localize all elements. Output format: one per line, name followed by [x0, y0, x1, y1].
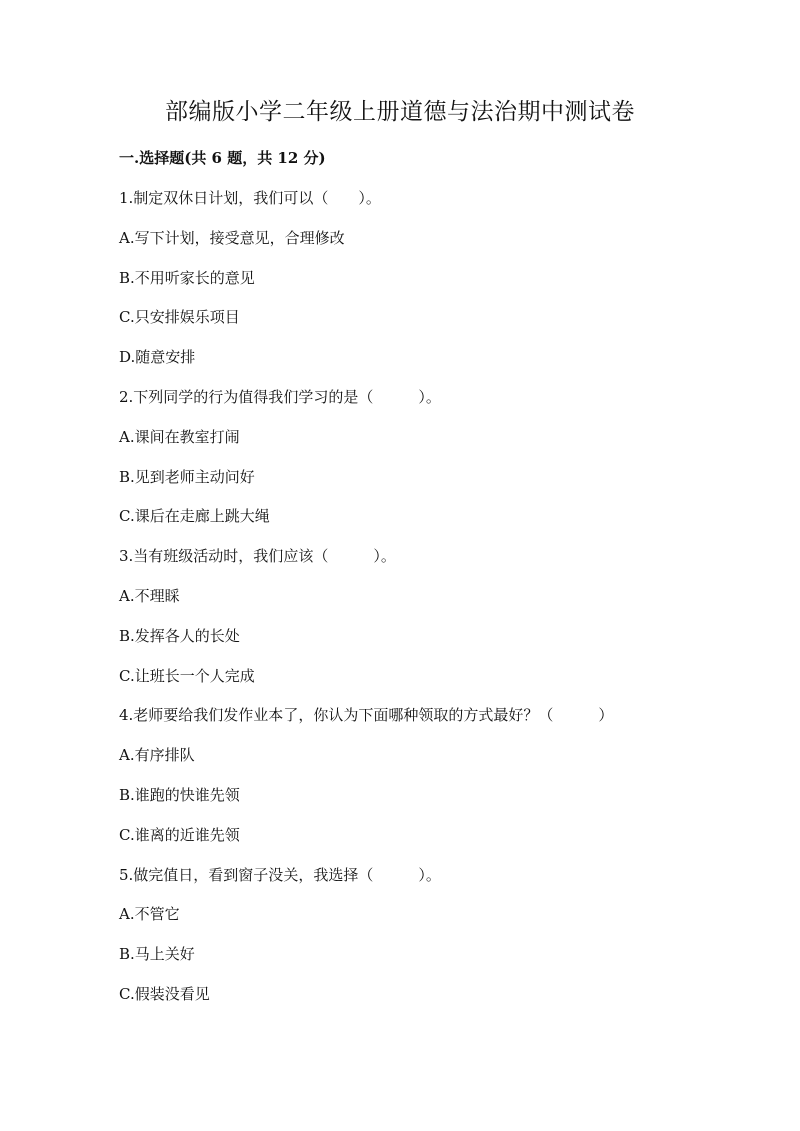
option-2a: A.课间在教室打闹	[119, 427, 240, 446]
option-1d: D.随意安排	[119, 348, 196, 367]
exam-title: 部编版小学二年级上册道德与法治期中测试卷	[165, 99, 635, 125]
option-4b: B.谁跑的快谁先领	[119, 785, 240, 804]
option-1b: B.不用听家长的意见	[119, 268, 255, 287]
option-5c: C.假装没看见	[119, 984, 210, 1003]
option-2c: C.课后在走廊上跳大绳	[119, 507, 270, 526]
option-5a: A.不管它	[119, 905, 180, 924]
question-stem-2: 2.下列同学的行为值得我们学习的是（ ）。	[119, 387, 441, 406]
option-3a: A.不理睬	[119, 586, 180, 605]
option-4a: A.有序排队	[119, 746, 195, 765]
option-2b: B.见到老师主动问好	[119, 467, 255, 486]
question-stem-5: 5.做完值日，看到窗子没关，我选择（ ）。	[119, 865, 441, 884]
section-heading: 一.选择题(共 6 题，共 12 分)	[119, 149, 326, 167]
option-4c: C.谁离的近谁先领	[119, 825, 240, 844]
option-5b: B.马上关好	[119, 945, 195, 964]
option-3c: C.让班长一个人完成	[119, 666, 255, 685]
option-1a: A.写下计划，接受意见，合理修改	[119, 228, 345, 247]
question-stem-3: 3.当有班级活动时，我们应该（ ）。	[119, 547, 396, 566]
option-3b: B.发挥各人的长处	[119, 626, 240, 645]
question-stem-4: 4.老师要给我们发作业本了，你认为下面哪种领取的方式最好？（ ）	[119, 706, 614, 725]
question-stem-1: 1.制定双休日计划，我们可以（ ）。	[119, 189, 381, 207]
option-1c: C.只安排娱乐项目	[119, 308, 240, 327]
question-list	[119, 183, 679, 1019]
